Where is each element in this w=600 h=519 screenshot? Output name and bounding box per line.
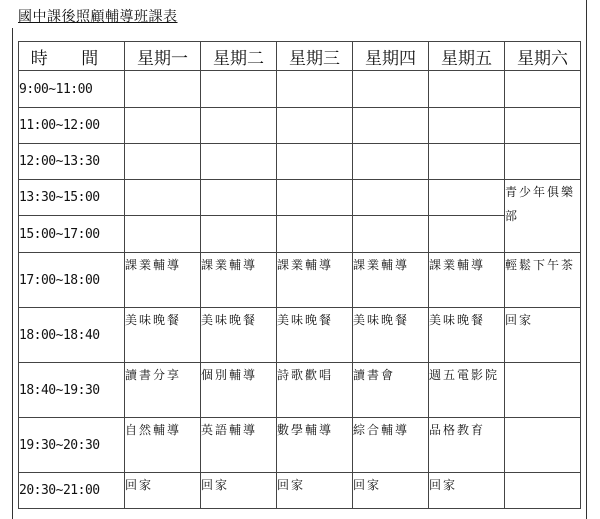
schedule-cell xyxy=(505,71,581,108)
schedule-cell: 美味晚餐 xyxy=(125,308,201,363)
schedule-cell xyxy=(429,216,505,253)
schedule-cell xyxy=(505,363,581,418)
schedule-cell: 回家 xyxy=(353,473,429,509)
schedule-cell xyxy=(277,108,353,144)
schedule-cell: 綜合輔導 xyxy=(353,418,429,473)
schedule-cell: 美味晚餐 xyxy=(429,308,505,363)
schedule-cell: 課業輔導 xyxy=(353,253,429,308)
schedule-cell: 自然輔導 xyxy=(125,418,201,473)
schedule-cell xyxy=(505,473,581,509)
schedule-cell: 品格教育 xyxy=(429,418,505,473)
schedule-cell: 回家 xyxy=(125,473,201,509)
schedule-cell: 英語輔導 xyxy=(201,418,277,473)
schedule-cell xyxy=(277,180,353,216)
schedule-cell xyxy=(125,108,201,144)
schedule-cell: 數學輔導 xyxy=(277,418,353,473)
time-cell: 17:00~18:00 xyxy=(19,253,125,308)
schedule-cell xyxy=(505,144,581,180)
schedule-cell: 讀書會 xyxy=(353,363,429,418)
schedule-cell xyxy=(201,216,277,253)
header-time: 時 間 xyxy=(19,42,125,71)
schedule-cell xyxy=(125,180,201,216)
schedule-cell xyxy=(201,144,277,180)
table-row xyxy=(19,253,581,308)
schedule-cell xyxy=(125,216,201,253)
schedule-cell xyxy=(277,144,353,180)
schedule-cell: 美味晚餐 xyxy=(201,308,277,363)
schedule-cell: 週五電影院 xyxy=(429,363,505,418)
time-cell: 18:00~18:40 xyxy=(19,308,125,363)
header-day-mon: 星期一 xyxy=(125,42,201,71)
header-row xyxy=(19,42,581,71)
page-border-right xyxy=(586,0,587,519)
schedule-cell xyxy=(429,180,505,216)
schedule-cell: 回家 xyxy=(505,308,581,363)
schedule-cell xyxy=(429,144,505,180)
schedule-cell: 詩歌歡唱 xyxy=(277,363,353,418)
schedule-cell xyxy=(201,108,277,144)
schedule-cell: 回家 xyxy=(277,473,353,509)
schedule-cell: 回家 xyxy=(201,473,277,509)
table-row xyxy=(19,308,581,363)
document-title: 國中課後照顧輔導班課表 xyxy=(18,9,178,25)
schedule-cell: 美味晚餐 xyxy=(277,308,353,363)
time-cell: 13:30~15:00 xyxy=(19,180,125,216)
table-row xyxy=(19,71,581,108)
header-day-wed: 星期三 xyxy=(277,42,353,71)
time-cell: 12:00~13:30 xyxy=(19,144,125,180)
time-cell: 18:40~19:30 xyxy=(19,363,125,418)
schedule-cell xyxy=(201,71,277,108)
time-cell: 19:30~20:30 xyxy=(19,418,125,473)
page-border-left xyxy=(12,28,13,519)
table-row xyxy=(19,108,581,144)
schedule-cell xyxy=(277,71,353,108)
schedule-cell: 課業輔導 xyxy=(277,253,353,308)
schedule-cell: 課業輔導 xyxy=(429,253,505,308)
table-row xyxy=(19,473,581,509)
schedule-cell: 課業輔導 xyxy=(201,253,277,308)
table-row xyxy=(19,144,581,180)
header-day-thu: 星期四 xyxy=(353,42,429,71)
schedule-cell xyxy=(277,216,353,253)
header-day-tue: 星期二 xyxy=(201,42,277,71)
schedule-cell: 回家 xyxy=(429,473,505,509)
schedule-cell xyxy=(353,71,429,108)
schedule-cell-sat-club: 青少年俱樂部 xyxy=(505,180,581,253)
schedule-cell: 個別輔導 xyxy=(201,363,277,418)
schedule-cell xyxy=(125,71,201,108)
schedule-cell xyxy=(353,180,429,216)
schedule-cell xyxy=(353,108,429,144)
schedule-table xyxy=(18,41,581,509)
schedule-cell: 課業輔導 xyxy=(125,253,201,308)
schedule-cell xyxy=(505,418,581,473)
table-row xyxy=(19,180,581,216)
time-cell: 11:00~12:00 xyxy=(19,108,125,144)
time-cell: 9:00~11:00 xyxy=(19,71,125,108)
schedule-cell: 美味晚餐 xyxy=(353,308,429,363)
header-day-fri: 星期五 xyxy=(429,42,505,71)
schedule-cell xyxy=(429,71,505,108)
table-row xyxy=(19,363,581,418)
table-row xyxy=(19,216,581,253)
schedule-cell xyxy=(125,144,201,180)
schedule-cell: 輕鬆下午茶 xyxy=(505,253,581,308)
header-day-sat: 星期六 xyxy=(505,42,581,71)
schedule-cell: 讀書分享 xyxy=(125,363,201,418)
schedule-cell xyxy=(505,108,581,144)
schedule-cell xyxy=(353,216,429,253)
time-cell: 15:00~17:00 xyxy=(19,216,125,253)
schedule-cell xyxy=(353,144,429,180)
time-cell: 20:30~21:00 xyxy=(19,473,125,509)
table-row xyxy=(19,418,581,473)
schedule-cell xyxy=(201,180,277,216)
schedule-cell xyxy=(429,108,505,144)
